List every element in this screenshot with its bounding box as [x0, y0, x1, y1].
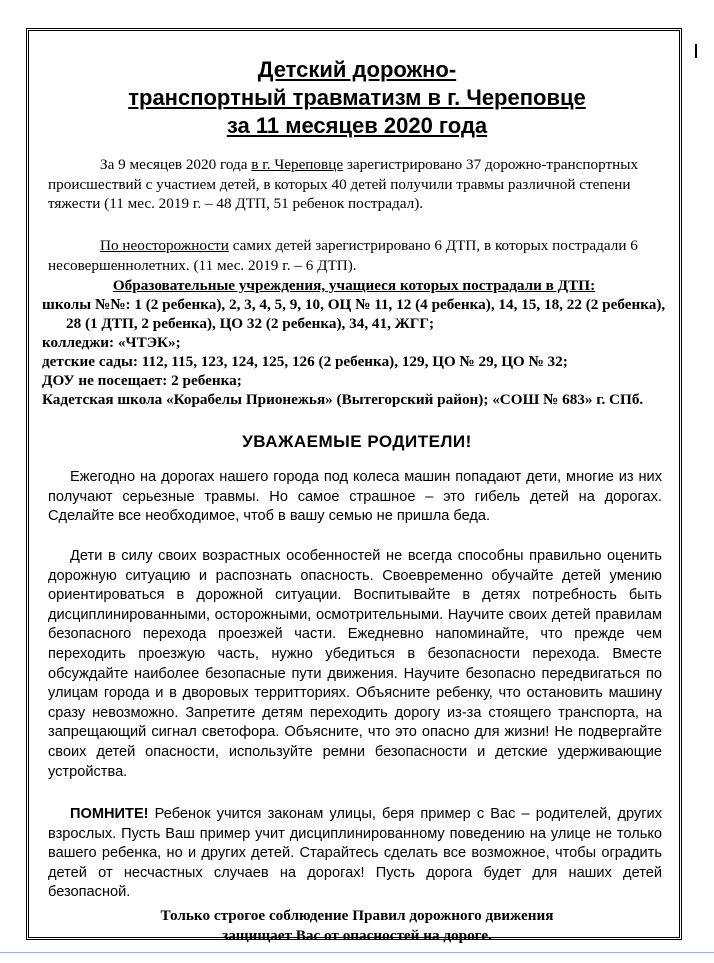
appeal-paragraph-3: ПОМНИТЕ! Ребенок учится законам улицы, беря пример с Вас – родителей, других взрослых. Пусть Ваш пример учит дисциплинированному поведению на улице не только вашего ребенка, но и других детей. Старайтесь сделать все возможное, чтобы оградить детей от несчастных случаев на дорогах! Пусть дорога будет для наших детей безопасной.	[48, 806, 662, 901]
schools-list: школы №№: 1 (2 ребенка), 2, 3, 4, 5, 9, 10, ОЦ № 11, 12 (4 ребенка), 14, 15, 18, 22 (2 ребенка), 28 (1 ДТП, 2 ребенка), ЦО 32 (2 ребенка), 34, 41, ЖГГ;	[42, 296, 666, 332]
city-link-text: в г. Череповце	[251, 156, 344, 173]
closing-line-1: Только строгое соблюдение Правил дорожного движения	[160, 907, 554, 924]
title-line-3: за 11 месяцев 2020 года	[226, 113, 488, 138]
institutions-heading: Образовательные учреждения, учащиеся которых пострадали в ДТП:	[112, 277, 596, 294]
title-line-1: Детский дорожно-	[257, 57, 457, 82]
institutions-block	[42, 276, 666, 409]
cadet-school-note: Кадетская школа «Корабелы Прионежья» (Вытегорский район); «СОШ № 683» г. СПб.	[42, 391, 644, 408]
appeal-paragraph-1: Ежегодно на дорогах нашего города под колеса машин попадают дети, многие из них получают серьезные травмы. Но самое страшное – это гибель детей на дорогах. Сделайте все необходимое, чтоб в вашу семью не пришла беда.	[48, 469, 662, 525]
title-line-2: транспортный травматизм в г. Череповце	[128, 85, 586, 110]
text-cursor	[695, 44, 697, 58]
document-title	[32, 56, 682, 140]
appeal-paragraph-2: Дети в силу своих возрастных особенностей не всегда способны правильно оценить дорожную ситуацию и распознать опасность. Своевременно обучайте детей умению ориентироваться в дорожной ситуации. Воспитывайте в детях потребность быть дисциплинированными, осторожными, осмотрительными. Научите своих детей правилам безопасного перехода проезжей части. Ежедневно напоминайте, что прежде чем переходить проезжую часть, нужно убедиться в безопасности перехода. Вместе обсуждайте наиболее безопасные пути движения. Научите безопасно передвигаться по улицам города и в дворовых территториях. Объясните ребенку, что остановить машину сразу невозможно. Запретите детям переходить дорогу из-за стоящего транспорта, на запрещающий сигнал светофора. Объясните, что это опасно для жизни! Не подвергайте своих детей опасности, используйте ремни безопасности и детские удерживающие устройства.	[48, 548, 662, 780]
page-bottom-edge	[0, 952, 714, 953]
intro-paragraph-2: По неосторожности самих детей зарегистрировано 6 ДТП, в которых пострадали 6 несовершеннолетних. (11 мес. 2019 г. – 6 ДТП).	[48, 237, 638, 274]
carelessness-text: По неосторожности	[100, 237, 229, 254]
appeal-heading: УВАЖАЕМЫЕ РОДИТЕЛИ!	[242, 432, 472, 451]
intro-paragraph-1: За 9 месяцев 2020 года в г. Череповце зарегистрировано 37 дорожно-транспортных происшествий с участием детей, в которых 40 детей получили травмы различной степени тяжести (11 мес. 2019 г. – 48 ДТП, 51 ребенок пострадал).	[48, 156, 639, 212]
colleges-list: колледжи: «ЧТЭК»;	[42, 334, 181, 351]
kindergartens-list: детские сады: 112, 115, 123, 124, 125, 126 (2 ребенка), 129, ЦО № 29, ЦО № 32;	[42, 353, 568, 370]
remember-label: ПОМНИТЕ!	[70, 806, 149, 822]
closing-statement	[32, 906, 682, 946]
dou-note: ДОУ не посещает: 2 ребенка;	[42, 372, 242, 389]
closing-line-2: защищает Вас от опасностей на дороге.	[222, 927, 492, 944]
